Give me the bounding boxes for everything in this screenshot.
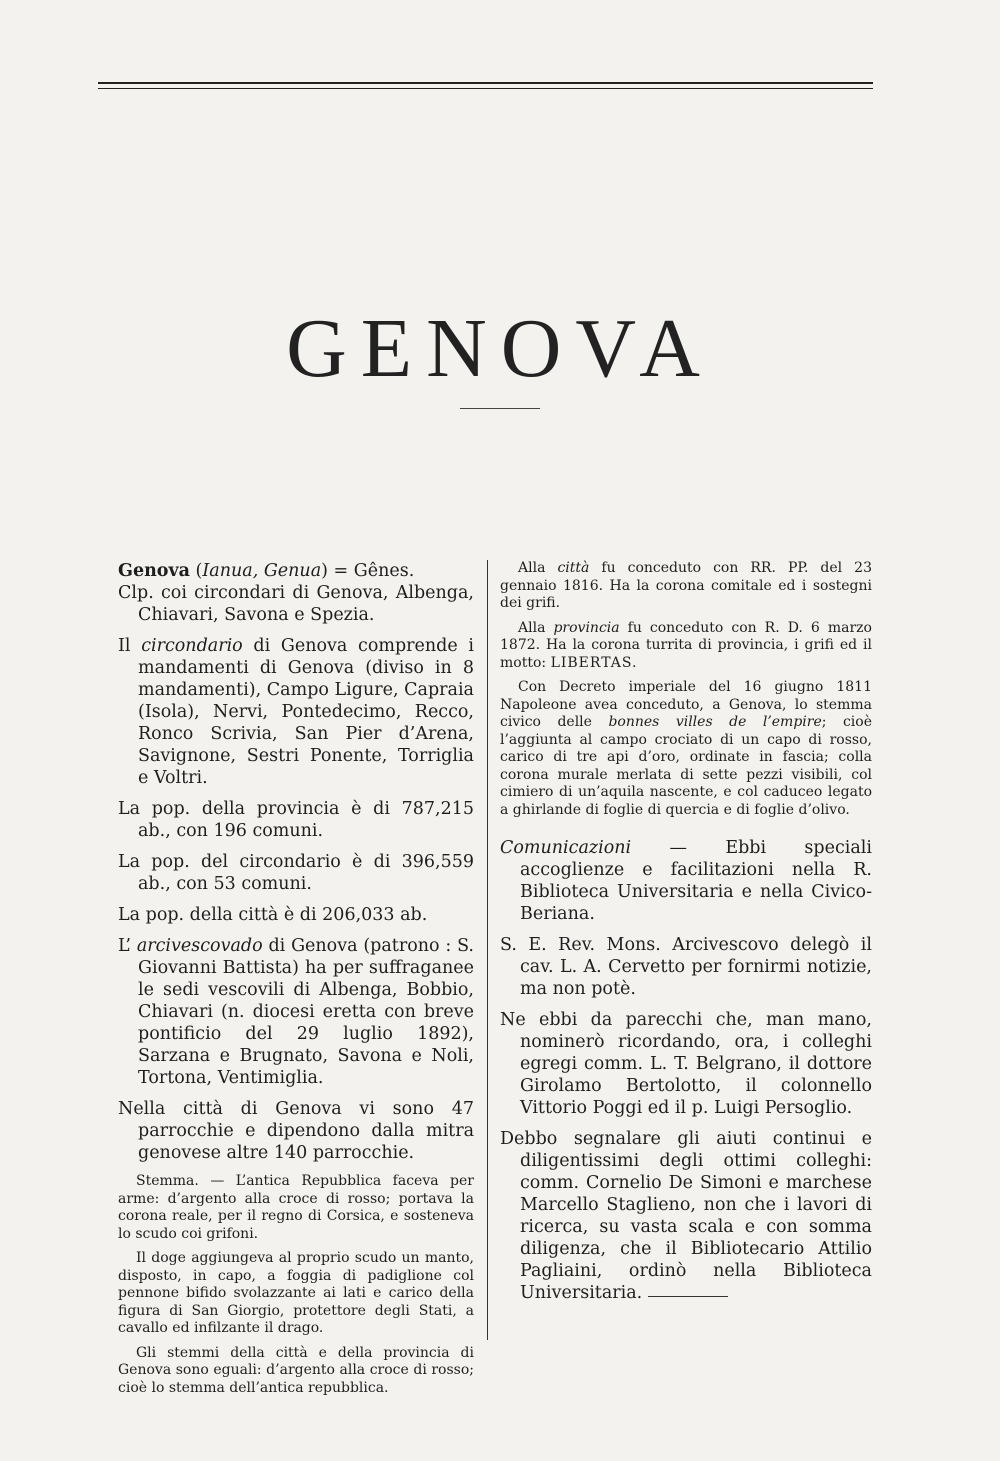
paragraph-comunicazioni: Comunicazioni — Ebbi speciali accoglienze e facilitazioni nella R. Biblioteca Universitaria e nella Civico-Beriana. bbox=[500, 838, 872, 924]
paragraph-colleghi: Ne ebbi da parecchi che, man mano, nominerò ricordando, ora, i colleghi egregi comm. L. T. Belgrano, il dottore Girolamo Bertolotto, il colonnello Vittorio Poggi ed il p. Luigi Persoglio. bbox=[500, 1010, 872, 1118]
paragraph-provincia-stemma: Alla provincia fu conceduto con R. D. 6 marzo 1872. Ha la corona turrita di provincia, i grifi ed il motto: LIBERTAS. bbox=[500, 619, 872, 671]
paragraph-parrocchie: Nella città di Genova vi sono 47 parrocchie e dipendono dalla mitra genovese altre 140 parrocchie. bbox=[118, 1099, 474, 1163]
paragraph-ringraziamenti: Debbo segnalare gli aiuti continui e diligentissimi degli ottimi colleghi: comm. Cornelio De Simoni e marchese Marcello Staglieno, non che i lavori di ricerca, su vasta scala e con somma diligenza, che il Bibliotecario Attilio Pagliaini, ordinò nella Biblioteca Universitaria. bbox=[500, 1129, 872, 1303]
header-rule-bottom bbox=[98, 88, 873, 89]
paragraph-pop-circondario: La pop. del circondario è di 396,559 ab., con 53 comuni. bbox=[118, 852, 474, 894]
column-divider bbox=[487, 560, 488, 1340]
paragraph-doge: Il doge aggiungeva al proprio scudo un manto, disposto, in capo, a foggia di padiglione col pennone bifido svolazzante ai lati e carico della figura di San Giorgio, protettore degli Stati, a cavallo ed infilzante il drago. bbox=[118, 1250, 474, 1336]
paragraph-decreto-imperiale: Con Decreto imperiale del 16 giugno 1811 Napoleone avea conceduto, a Genova, lo stemma civico delle bonnes villes de l’empire; cioè l’aggiunta al campo crociato di un capo di rosso, carico di tre api d’oro, ordinate in fascia; colla corona murale merlata di sette pezzi visibili, col cimiero di un’aquila nascente, e col caduceo legato a ghirlande di foglie di quercia e di foglie d’olivo. bbox=[500, 679, 872, 818]
paragraph-arcivescovo: S. E. Rev. Mons. Arcivescovo delegò il cav. L. A. Cervetto per fornirmi notizie, ma non potè. bbox=[500, 935, 872, 999]
page-title: GENOVA bbox=[286, 302, 714, 395]
paragraph-citta-stemma: Alla città fu conceduto con RR. PP. del 23 gennaio 1816. Ha la corona comitale ed i sostegni dei grifi. bbox=[500, 560, 872, 611]
paragraph-arcivescovado: L’ arcivescovado di Genova (patrono : S. Giovanni Battista) ha per suffraganee le sedi vescovili di Albenga, Bobbio, Chiavari (n. diocesi eretta con breve pontificio del 29 luglio 1892), Sarzana e Brugnato, Savona e Noli, Tortona, Ventimiglia. bbox=[118, 936, 474, 1088]
paragraph-pop-provincia: La pop. della provincia è di 787,215 ab., con 196 comuni. bbox=[118, 799, 474, 841]
paragraph-clp: Clp. coi circondari di Genova, Albenga, Chiavari, Savona e Spezia. bbox=[118, 583, 474, 625]
right-column bbox=[500, 560, 872, 1304]
paragraph-stemmi: Gli stemmi della città e della provincia di Genova sono eguali: d’argento alla croce di rosso; cioè lo stemma dell’antica repubblica. bbox=[118, 1344, 474, 1396]
paragraph-pop-citta: La pop. della città è di 206,033 ab. bbox=[118, 905, 428, 925]
paragraph-stemma: Stemma. — L’antica Repubblica faceva per arme: d’argento alla croce di rosso; portava la corona reale, per il regno di Corsica, e sosteneva lo scudo coi grifoni. bbox=[118, 1173, 474, 1242]
entry-heading: Genova (Ianua, Genua) = Gênes. bbox=[118, 561, 415, 581]
left-column bbox=[118, 560, 474, 1397]
bleed-through-text bbox=[100, 110, 460, 302]
title-underline bbox=[460, 408, 540, 409]
header-rule-top bbox=[98, 82, 873, 84]
paragraph-circondario: Il circondario di Genova comprende i mandamenti di Genova (diviso in 8 mandamenti), Campo Ligure, Capraia (Isola), Nervi, Pontedecimo, Recco, Ronco Scrivia, San Pier d’Arena, Savignone, Sestri Ponente, Torriglia e Voltri. bbox=[118, 636, 475, 788]
end-rule bbox=[648, 1296, 728, 1297]
